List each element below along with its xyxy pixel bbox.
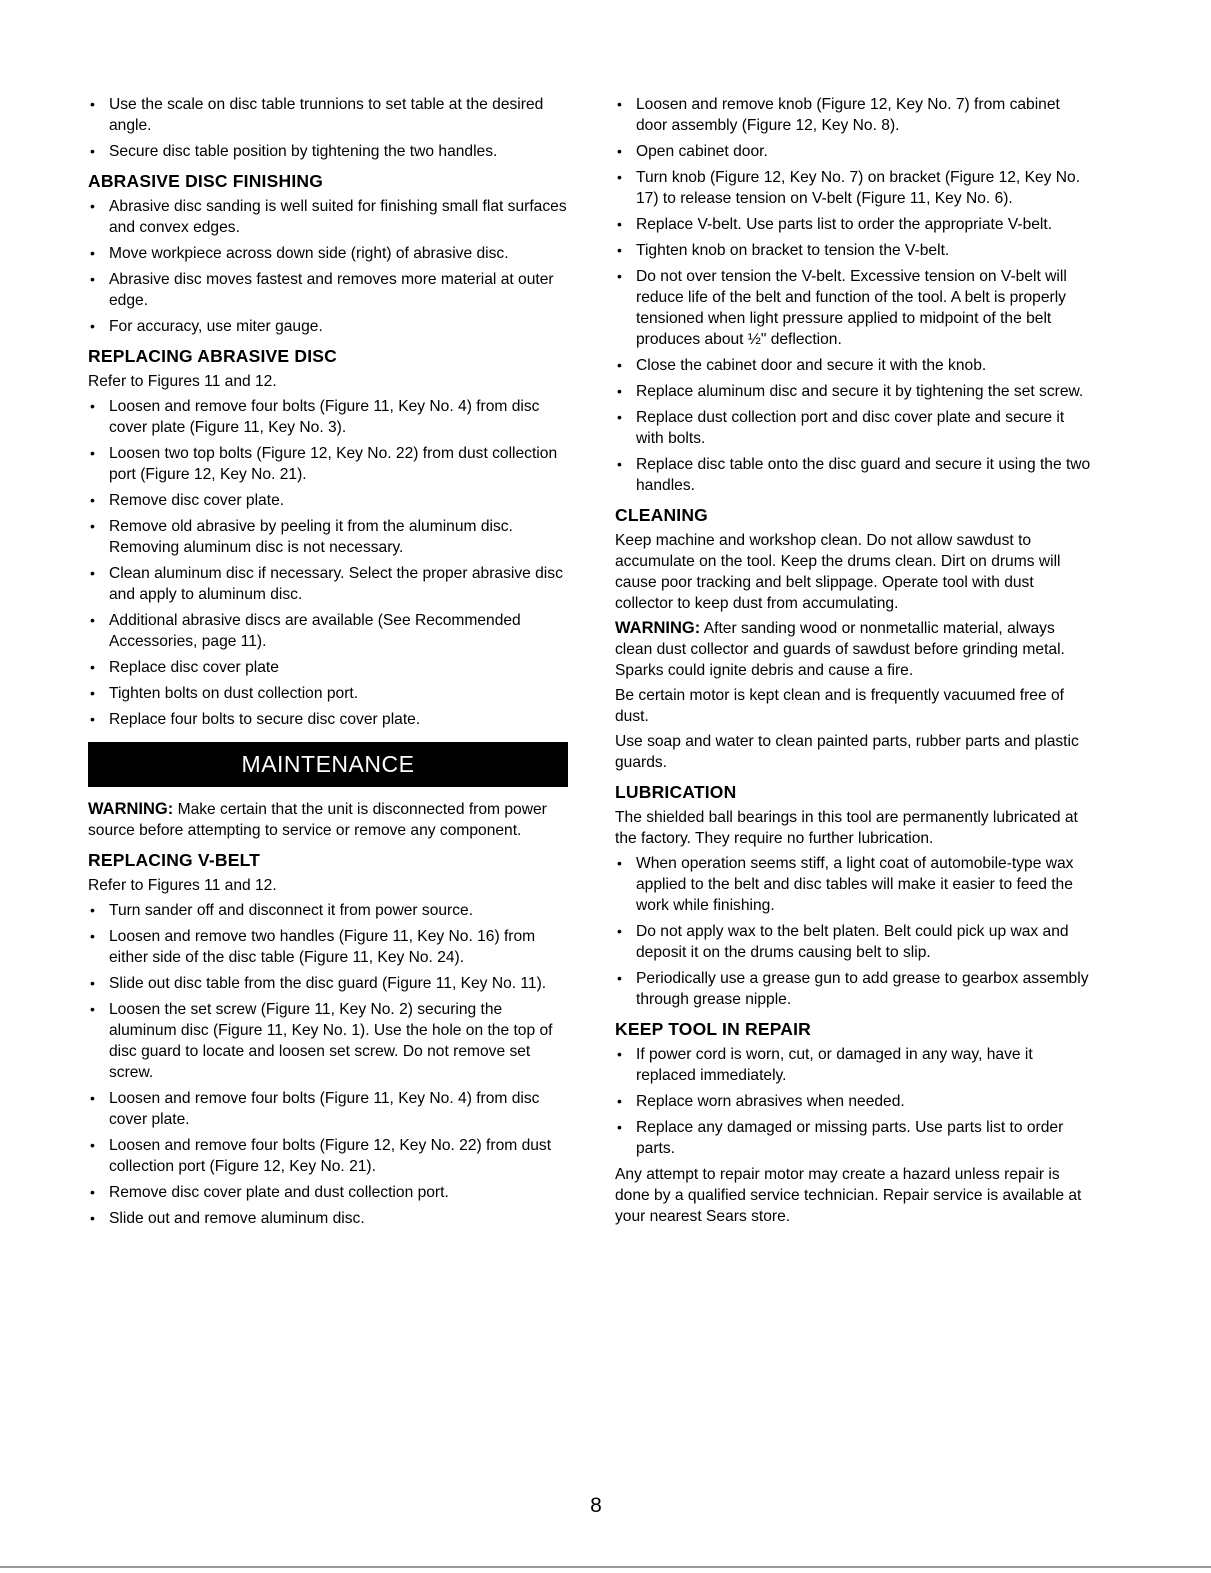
lubrication-intro: The shielded ball bearings in this tool are permanently lubricated at the factory. They require no further lubrication.	[615, 809, 1078, 847]
list-item: • Replace dust collection port and disc cover plate and secure it with bolts.	[615, 407, 1095, 449]
keep-tool-bullet-list	[615, 1044, 1095, 1159]
list-item: • Replace any damaged or missing parts. Use parts list to order parts.	[615, 1117, 1095, 1159]
list-item: • Replace V-belt. Use parts list to order the appropriate V-belt.	[615, 214, 1095, 235]
refer-to-figures-text: Refer to Figures 11 and 12.	[88, 877, 277, 894]
list-item: • For accuracy, use miter gauge.	[88, 316, 570, 337]
section-heading-keep-tool-in-repair: KEEP TOOL IN REPAIR	[615, 1019, 812, 1039]
replacing-abrasive-bullet-list	[88, 396, 570, 730]
maintenance-warning	[88, 799, 570, 841]
list-item: • Loosen and remove two handles (Figure 11, Key No. 16) from either side of the disc table (Figure 11, Key No. 24).	[88, 926, 570, 968]
list-item: • Replace disc cover plate	[88, 657, 570, 678]
cleaning-paragraph: Keep machine and workshop clean. Do not allow sawdust to accumulate on the tool. Keep the drums clean. Dirt on drums will cause poor tracking and belt slippage. Operate tool with dust collector to keep dust from accumulating.	[615, 532, 1061, 612]
left-column	[88, 94, 570, 1234]
warning-label: WARNING:	[88, 800, 174, 818]
list-item: • Abrasive disc moves fastest and removes more material at outer edge.	[88, 269, 570, 311]
section-heading-lubrication: LUBRICATION	[615, 782, 737, 802]
refer-to-figures-text: Refer to Figures 11 and 12.	[88, 373, 277, 390]
list-item: • When operation seems stiff, a light coat of automobile-type wax applied to the belt and disc tables will make it easier to feed the work while finishing.	[615, 853, 1095, 916]
bottom-divider	[0, 1566, 1211, 1568]
page-number: 8	[590, 1494, 602, 1517]
intro-bullet-list	[88, 94, 570, 162]
list-item: • Abrasive disc sanding is well suited for finishing small flat surfaces and convex edges.	[88, 196, 570, 238]
list-item: • Tighten bolts on dust collection port.	[88, 683, 570, 704]
list-item: • Loosen and remove four bolts (Figure 12, Key No. 22) from dust collection port (Figure 12, Key No. 21).	[88, 1135, 570, 1177]
list-item: • Slide out and remove aluminum disc.	[88, 1208, 570, 1229]
list-item: • Loosen and remove four bolts (Figure 11, Key No. 4) from disc cover plate (Figure 11, Key No. 3).	[88, 396, 570, 438]
maintenance-banner: MAINTENANCE	[88, 742, 568, 787]
list-item: • Replace disc table onto the disc guard and secure it using the two handles.	[615, 454, 1095, 496]
cleaning-paragraph: Be certain motor is kept clean and is frequently vacuumed free of dust.	[615, 687, 1064, 725]
list-item: • Clean aluminum disc if necessary. Select the proper abrasive disc and apply to aluminum disc.	[88, 563, 570, 605]
list-item: • Loosen and remove four bolts (Figure 11, Key No. 4) from disc cover plate.	[88, 1088, 570, 1130]
list-item: • Turn knob (Figure 12, Key No. 7) on bracket (Figure 12, Key No. 17) to release tension on V-belt (Figure 11, Key No. 6).	[615, 167, 1095, 209]
list-item: • Replace four bolts to secure disc cover plate.	[88, 709, 570, 730]
list-item: • Loosen and remove knob (Figure 12, Key No. 7) from cabinet door assembly (Figure 12, Key No. 8).	[615, 94, 1095, 136]
list-item: • Loosen two top bolts (Figure 12, Key No. 22) from dust collection port (Figure 12, Key No. 21).	[88, 443, 570, 485]
list-item: • Do not over tension the V-belt. Excessive tension on V-belt will reduce life of the belt and function of the tool. A belt is properly tensioned when light pressure applied to midpoint of the belt produces about ½" deflection.	[615, 266, 1095, 350]
section-heading-replacing-v-belt: REPLACING V-BELT	[88, 850, 261, 870]
list-item: • Additional abrasive discs are available (See Recommended Accessories, page 11).	[88, 610, 570, 652]
lubrication-bullet-list	[615, 853, 1095, 1010]
list-item: • Remove disc cover plate.	[88, 490, 570, 511]
list-item: • Turn sander off and disconnect it from power source.	[88, 900, 570, 921]
list-item: • Replace aluminum disc and secure it by tightening the set screw.	[615, 381, 1095, 402]
cleaning-warning	[615, 618, 1095, 681]
warning-text: After sanding wood or nonmetallic material, always clean dust collector and guards of sawdust before grinding metal. Sparks could ignite debris and cause a fire.	[615, 620, 1065, 679]
list-item: • Secure disc table position by tightening the two handles.	[88, 141, 570, 162]
v-belt-continued-bullet-list	[615, 94, 1095, 496]
warning-text: Make certain that the unit is disconnected from power source before attempting to service or remove any component.	[88, 801, 547, 839]
list-item: • Periodically use a grease gun to add grease to gearbox assembly through grease nipple.	[615, 968, 1095, 1010]
repair-closing-paragraph: Any attempt to repair motor may create a hazard unless repair is done by a qualified service technician. Repair service is available at your nearest Sears store.	[615, 1166, 1082, 1225]
list-item: • Do not apply wax to the belt platen. Belt could pick up wax and deposit it on the drums causing belt to slip.	[615, 921, 1095, 963]
abrasive-finishing-bullet-list	[88, 196, 570, 337]
list-item: • Replace worn abrasives when needed.	[615, 1091, 1095, 1112]
list-item: • Remove old abrasive by peeling it from the aluminum disc. Removing aluminum disc is not necessary.	[88, 516, 570, 558]
cleaning-paragraph: Use soap and water to clean painted parts, rubber parts and plastic guards.	[615, 733, 1079, 771]
list-item: • Use the scale on disc table trunnions to set table at the desired angle.	[88, 94, 570, 136]
list-item: • Move workpiece across down side (right) of abrasive disc.	[88, 243, 570, 264]
section-heading-cleaning: CLEANING	[615, 505, 708, 525]
section-heading-replacing-abrasive-disc: REPLACING ABRASIVE DISC	[88, 346, 337, 366]
list-item: • If power cord is worn, cut, or damaged in any way, have it replaced immediately.	[615, 1044, 1095, 1086]
list-item: • Slide out disc table from the disc guard (Figure 11, Key No. 11).	[88, 973, 570, 994]
list-item: • Tighten knob on bracket to tension the V-belt.	[615, 240, 1095, 261]
list-item: • Loosen the set screw (Figure 11, Key No. 2) securing the aluminum disc (Figure 11, Key No. 1). Use the hole on the top of disc guard to locate and loosen set screw. Do not remove set screw.	[88, 999, 570, 1083]
warning-label: WARNING:	[615, 619, 701, 637]
right-column	[615, 94, 1095, 1231]
section-heading-abrasive-disc-finishing: ABRASIVE DISC FINISHING	[88, 171, 324, 191]
list-item: • Open cabinet door.	[615, 141, 1095, 162]
replacing-v-belt-bullet-list	[88, 900, 570, 1229]
list-item: • Remove disc cover plate and dust collection port.	[88, 1182, 570, 1203]
list-item: • Close the cabinet door and secure it with the knob.	[615, 355, 1095, 376]
